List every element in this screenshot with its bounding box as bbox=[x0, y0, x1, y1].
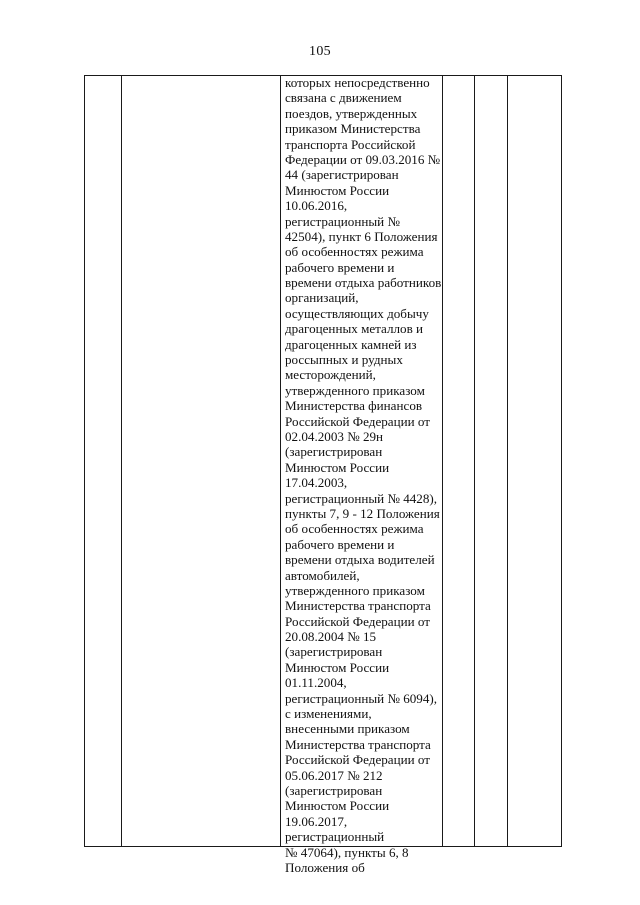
cell-text-line: россыпных и рудных bbox=[285, 352, 403, 368]
cell-text-line: пункты 7, 9 - 12 Положения bbox=[285, 505, 440, 521]
cell-text-line: Российской Федерации от bbox=[285, 613, 431, 629]
table-column-divider bbox=[84, 75, 85, 847]
cell-text-line: связана с движением bbox=[285, 90, 402, 106]
cell-text-line: времени отдыха работников bbox=[285, 275, 442, 291]
cell-text-line: утвержденного приказом bbox=[285, 382, 425, 398]
cell-text-line: регистрационный № 4428), bbox=[285, 490, 438, 506]
cell-text-line: драгоценных камней из bbox=[285, 336, 417, 352]
page-number: 105 bbox=[309, 44, 331, 59]
cell-text-line: № 47064), пункты 6, 8 bbox=[285, 844, 409, 860]
cell-text-line: об особенностях режима bbox=[285, 521, 424, 537]
cell-text-line: 17.04.2003, bbox=[285, 475, 348, 491]
cell-text-line: (зарегистрирован bbox=[285, 444, 383, 460]
cell-text-line: организаций, bbox=[285, 290, 359, 306]
cell-text-line: внесенными приказом bbox=[285, 721, 410, 737]
cell-text-line: регистрационный bbox=[285, 829, 385, 845]
cell-text-line: Федерации от 09.03.2016 № bbox=[285, 151, 441, 167]
cell-text-line: регистрационный № bbox=[285, 213, 400, 229]
cell-text-line: 10.06.2016, bbox=[285, 198, 348, 214]
cell-text-line: 02.04.2003 № 29н bbox=[285, 428, 384, 444]
cell-text-line: утвержденного приказом bbox=[285, 582, 425, 598]
table-column-divider bbox=[561, 75, 562, 847]
cell-text-line: рабочего времени и bbox=[285, 259, 395, 275]
cell-text-line: Минюстом России bbox=[285, 459, 390, 475]
table-column-divider bbox=[474, 75, 475, 847]
cell-text-line: Министерства финансов bbox=[285, 398, 423, 414]
cell-text-line: Российской Федерации от bbox=[285, 752, 431, 768]
cell-text-line: с изменениями, bbox=[285, 706, 372, 722]
cell-text-line: (зарегистрирован bbox=[285, 782, 383, 798]
cell-text-line: регистрационный № 6094), bbox=[285, 690, 438, 706]
cell-text-line: 01.11.2004, bbox=[285, 675, 347, 691]
cell-text-line: 05.06.2017 № 212 bbox=[285, 767, 383, 783]
cell-text-line: Минюстом России bbox=[285, 659, 390, 675]
cell-text-line: времени отдыха водителей bbox=[285, 552, 435, 568]
cell-text-line: 42504), пункт 6 Положения bbox=[285, 228, 438, 244]
cell-text-line: Минюстом России bbox=[285, 798, 390, 814]
cell-text-line: транспорта Российской bbox=[285, 136, 416, 152]
table-column-divider bbox=[121, 75, 122, 847]
cell-text-line: Российской Федерации от bbox=[285, 413, 431, 429]
cell-text-line: Положения об bbox=[285, 859, 365, 875]
cell-text-line: об особенностях режима bbox=[285, 244, 424, 260]
cell-text-line: рабочего времени и bbox=[285, 536, 395, 552]
table-cell-regulation-text bbox=[285, 75, 447, 875]
cell-text-line: осуществляющих добычу bbox=[285, 305, 429, 321]
cell-text-line: Министерства транспорта bbox=[285, 598, 431, 614]
cell-text-line: Министерства транспорта bbox=[285, 736, 431, 752]
cell-text-line: автомобилей, bbox=[285, 567, 360, 583]
cell-text-line: 20.08.2004 № 15 bbox=[285, 629, 377, 645]
cell-text-line: которых непосредственно bbox=[285, 75, 430, 90]
cell-text-line: 44 (зарегистрирован bbox=[285, 167, 399, 183]
cell-text-line: драгоценных металлов и bbox=[285, 321, 424, 337]
cell-text-line: поездов, утвержденных bbox=[285, 105, 418, 121]
cell-text-line: приказом Министерства bbox=[285, 121, 421, 137]
cell-text-line: 19.06.2017, bbox=[285, 813, 348, 829]
cell-text-line: Минюстом России bbox=[285, 182, 390, 198]
cell-text-line: (зарегистрирован bbox=[285, 644, 383, 660]
cell-text-line: месторождений, bbox=[285, 367, 376, 383]
table-column-divider bbox=[507, 75, 508, 847]
table-column-divider bbox=[280, 75, 281, 847]
